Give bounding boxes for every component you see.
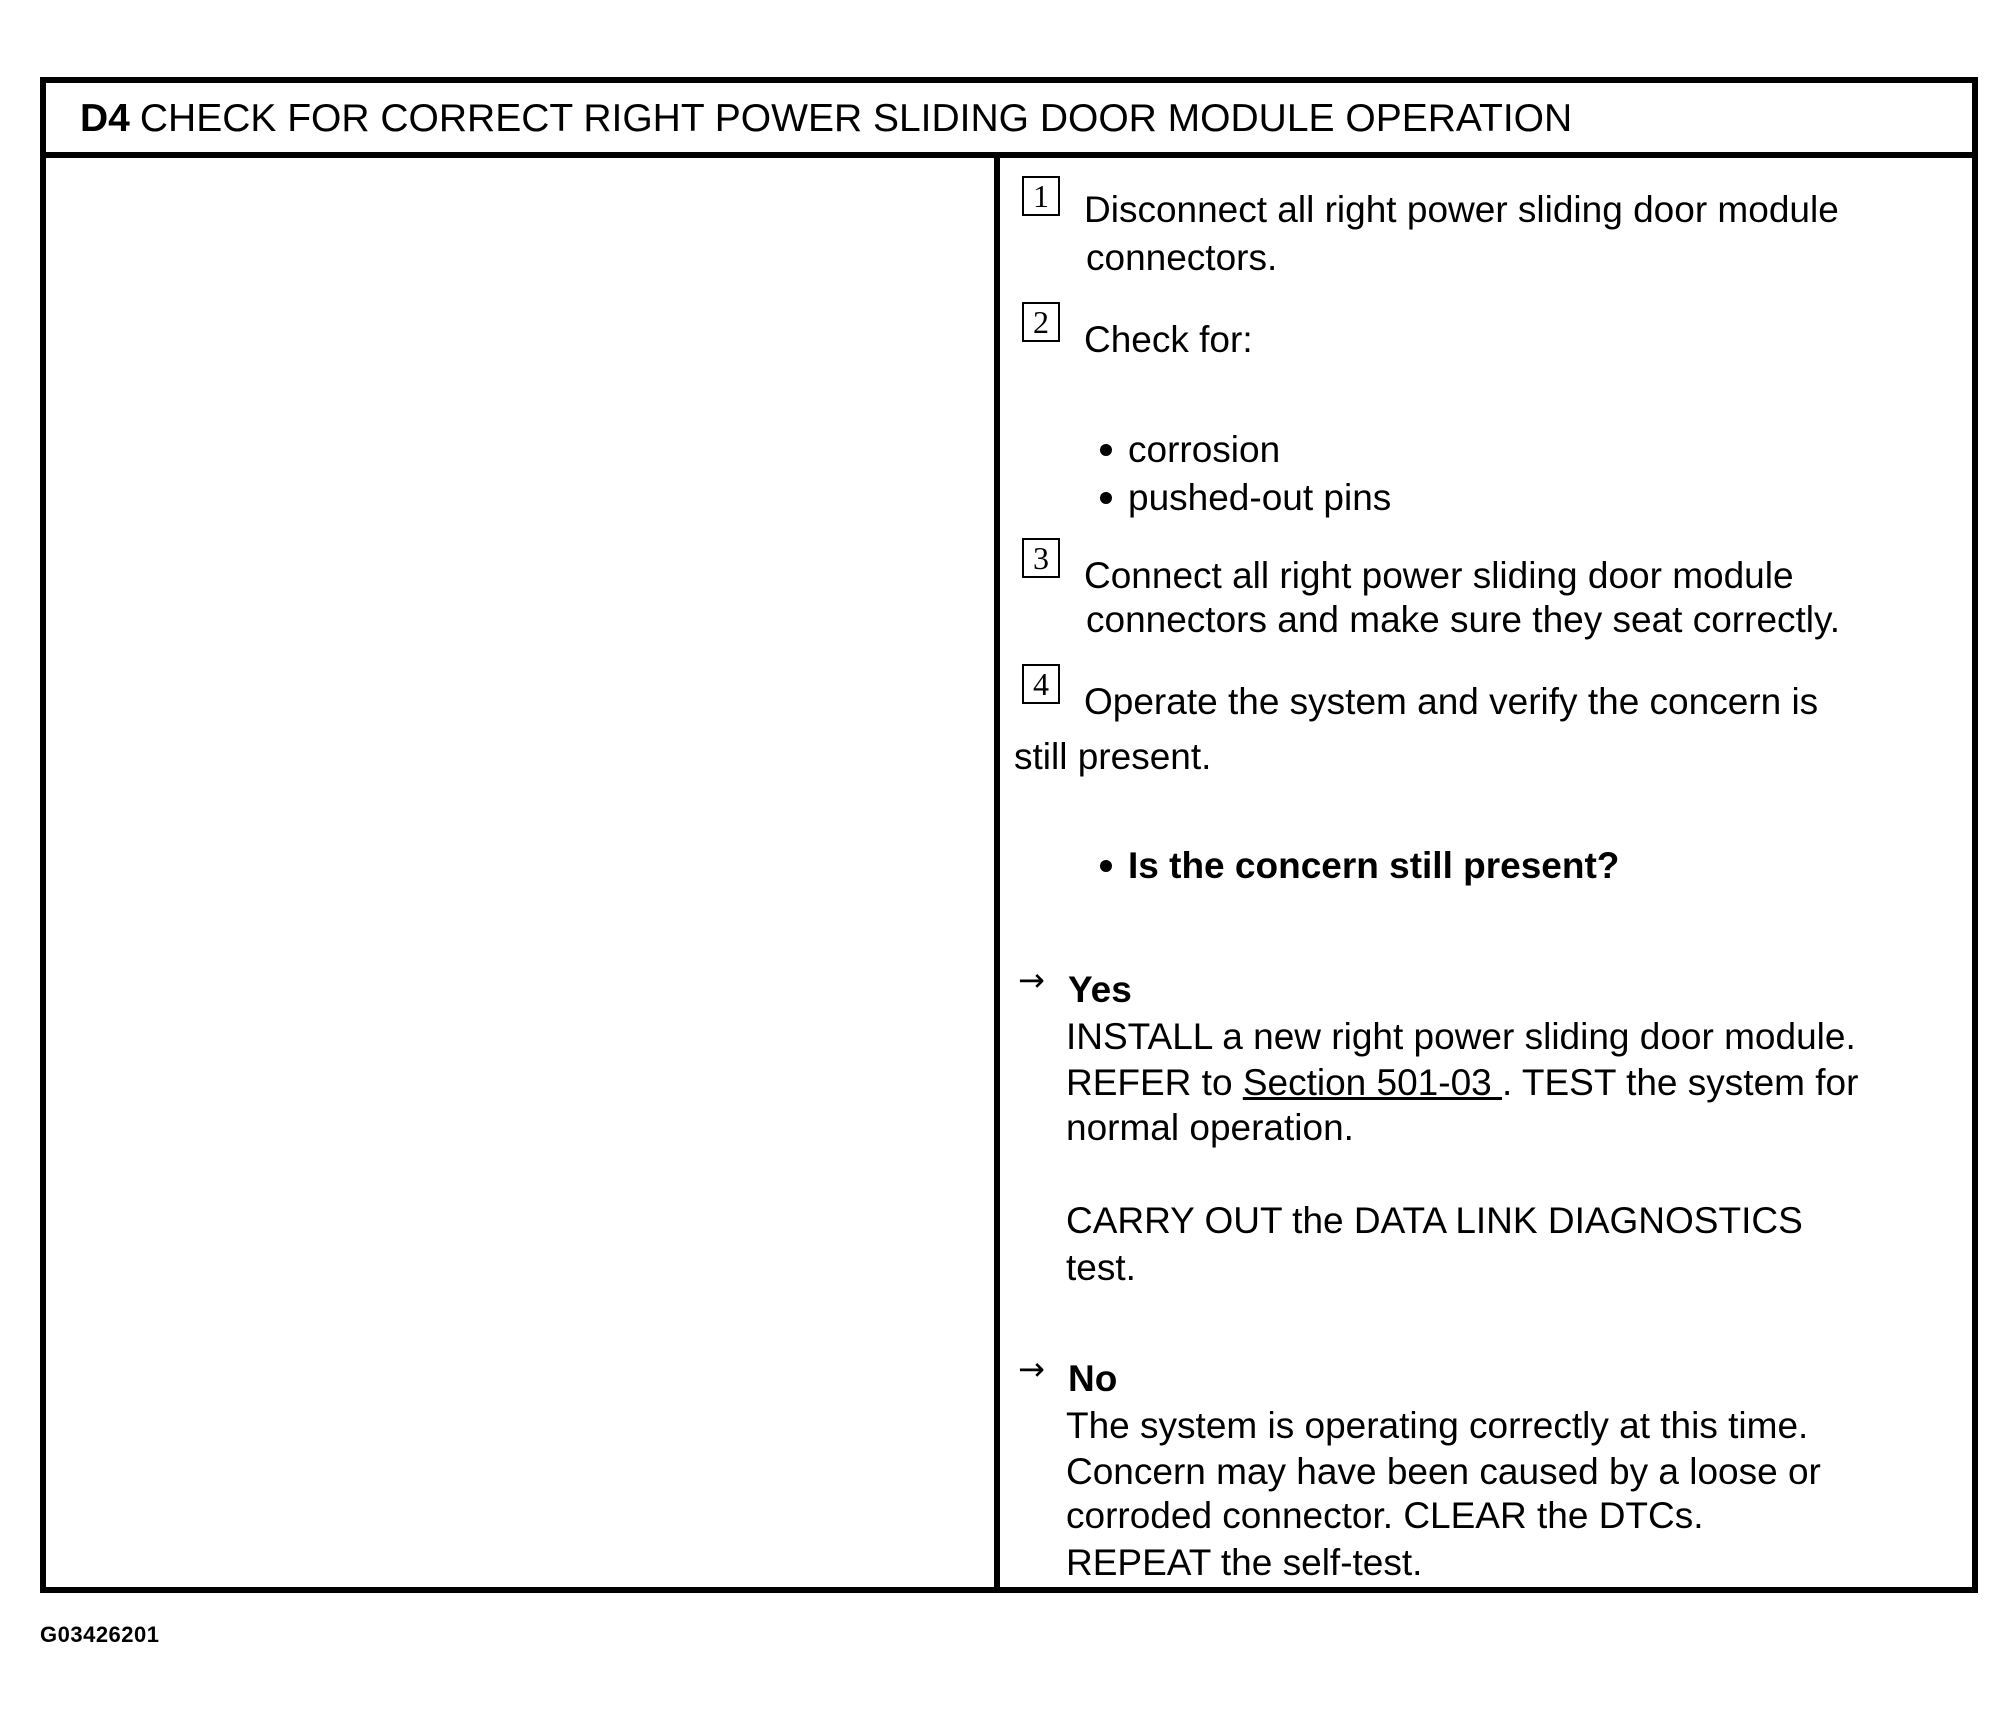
refer-suffix: . TEST the system for (1502, 1062, 1859, 1103)
refer-prefix: REFER to (1066, 1062, 1243, 1103)
step-text: connectors. (1086, 237, 1278, 278)
yes-text: test. (1066, 1247, 1136, 1288)
step-text: Operate the system and verify the concern is (1084, 681, 1819, 722)
step-header (46, 83, 1972, 158)
step-text: Check for: (1084, 319, 1253, 360)
step-text: connectors and make sure they seat correctly. (1086, 599, 1841, 640)
step-text: still present. (1014, 736, 1212, 777)
bullet-icon (1100, 860, 1112, 872)
step-text: Connect all right power sliding door module (1084, 555, 1794, 596)
no-label: No (1068, 1358, 1118, 1399)
illustration-pane (46, 158, 1000, 1587)
yes-refer-line (1066, 1061, 1858, 1105)
arrow-right-icon: → (1018, 1350, 1045, 1388)
no-text: REPEAT the self-test. (1066, 1542, 1423, 1583)
yes-text: normal operation. (1066, 1107, 1354, 1148)
checklist-item: pushed-out pins (1128, 477, 1392, 518)
checklist-item: corrosion (1128, 429, 1281, 470)
step-id: D4 (80, 97, 130, 140)
instructions-pane (1000, 158, 1972, 1587)
step-number-box: 3 (1022, 538, 1060, 578)
step-number-box: 1 (1022, 176, 1060, 216)
no-text: The system is operating correctly at this time. (1066, 1405, 1809, 1446)
diagnostic-step-table (40, 77, 1978, 1593)
yes-text: CARRY OUT the DATA LINK DIAGNOSTICS (1066, 1200, 1803, 1241)
section-link[interactable]: Section 501-03 (1242, 1062, 1503, 1103)
step-number-box: 2 (1022, 302, 1060, 342)
figure-id: G03426201 (40, 1622, 160, 1647)
step-title: CHECK FOR CORRECT RIGHT POWER SLIDING DOOR MODULE OPERATION (139, 97, 1573, 140)
step-number-box: 4 (1022, 664, 1060, 704)
no-text: Concern may have been caused by a loose or (1066, 1451, 1821, 1492)
bullet-icon (1100, 444, 1112, 456)
yes-text: INSTALL a new right power sliding door module. (1066, 1016, 1856, 1057)
no-text: corroded connector. CLEAR the DTCs. (1066, 1495, 1704, 1536)
step-text: Disconnect all right power sliding door module (1084, 189, 1839, 230)
bullet-icon (1100, 492, 1112, 504)
question-text: Is the concern still present? (1128, 845, 1620, 886)
arrow-right-icon: → (1018, 961, 1045, 999)
yes-label: Yes (1068, 969, 1132, 1010)
